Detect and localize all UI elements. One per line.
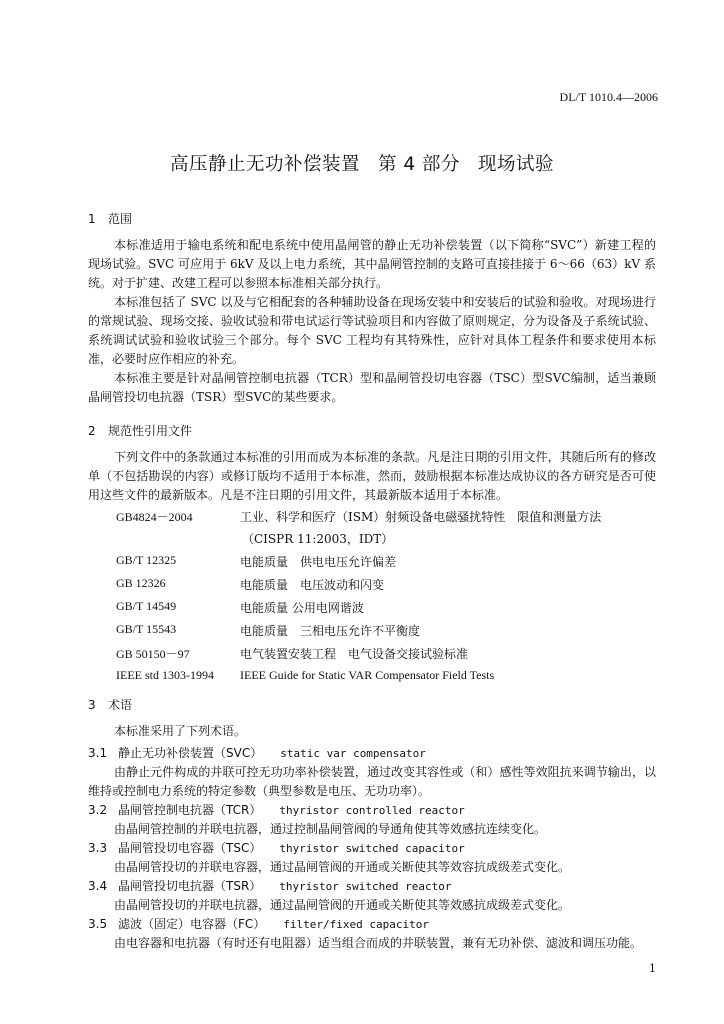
section-2-body (88, 448, 656, 505)
paragraph: 本标准适用于输电系统和配电系统中使用晶闸管的静止无功补偿装置（以下简称“SVC”）新建工程的现场试验。SVC 可应用于 6kV 及以上电力系统，其中晶闸管控制的支路可直接挂接于 6～66（63）kV 系统。对于扩建、改建工程可以参照本标准相关部分执行。 (88, 238, 656, 290)
section-1-heading: 1 范围 (88, 212, 133, 226)
standard-code: DL/T 1010.4—2006 (559, 90, 658, 104)
ref-code: GB/T 14549 (116, 599, 177, 613)
ref-title: IEEE Guide for Static VAR Compensator Field Tests (240, 668, 495, 682)
section-3-heading: 3 术语 (88, 698, 133, 712)
ref-code: GB4824－2004 (116, 510, 193, 524)
page-title (0, 150, 724, 176)
term-definition: 由电容器和电抗器（有时还有电阻器）适当组合而成的并联装置，兼有无功补偿、滤波和调压功能。 (114, 936, 643, 950)
ref-code: GB/T 12325 (116, 553, 177, 567)
term-definition: 由晶闸管投切的并联电抗器，通过晶闸管阀的开通或关断使其等效感抗成级差式变化。 (114, 898, 571, 912)
term-definition: 由静止元件构成的并联可控无功功率补偿装置，通过改变其容性或（和）感性等效阻抗来调节输出，以维持或控制电力系统的特定参数（典型参数是电压、无功功率）。 (88, 765, 656, 798)
term-heading: 3.4 晶闸管投切电抗器（TSR） thyristor switched reactor (88, 879, 452, 893)
page-number: 1 (649, 962, 656, 975)
ref-title: 电能质量 公用电网谐波 (240, 601, 364, 615)
paragraph: 下列文件中的条款通过本标准的引用而成为本标准的条款。凡是注日期的引用文件，其随后所有的修改单（不包括勘误的内容）或修订版均不适用于本标准，然而，鼓励根据本标准达成协议的各方研究是否可使用这些文件的最新版本。凡是不注日期的引用文件，其最新版本适用于本标准。 (88, 450, 656, 502)
ref-title: 电能质量 供电电压允许偏差 (240, 555, 397, 569)
term-heading: 3.5 滤波（固定）电容器（FC） filter/fixed capacitor (88, 917, 429, 931)
ref-code: GB 50150－97 (116, 647, 190, 661)
term-definition: 由晶闸管控制的并联电抗器，通过控制晶闸管阀的导通角使其等效感抗连续变化。 (114, 822, 547, 836)
ref-code: GB 12326 (116, 576, 166, 590)
term-heading: 3.1 静止无功补偿装置（SVC） static var compensator (88, 746, 426, 760)
section-3-intro: 本标准采用了下列术语。 (114, 724, 247, 738)
ref-title: 工业、科学和医疗（ISM）射频设备电磁骚扰特性 限值和测量方法 (240, 510, 602, 524)
ref-title-continued: （CISPR 11:2003，IDT） (242, 532, 394, 546)
term-heading: 3.2 晶闸管控制电抗器（TCR） thyristor controlled reactor (88, 803, 465, 817)
paragraph: 本标准主要是针对晶闸管控制电抗器（TCR）型和晶闸管投切电容器（TSC）型SVC编制，适当兼顾晶闸管投切电抗器（TSR）型SVC的某些要求。 (88, 371, 656, 404)
term-definition: 由晶闸管投切的并联电容器，通过晶闸管阀的开通或关断使其等效容抗成级差式变化。 (114, 860, 571, 874)
section-1-body (88, 236, 656, 407)
ref-title: 电气装置安装工程 电气设备交接试验标准 (240, 647, 469, 661)
ref-title: 电能质量 三相电压允许不平衡度 (240, 624, 421, 638)
ref-code: GB/T 15543 (116, 622, 177, 636)
title-main: 高压静止无功补偿装置 (169, 154, 360, 175)
title-name: 现场试验 (478, 154, 555, 175)
title-part: 第 4 部分 (377, 154, 461, 175)
paragraph: 本标准包括了 SVC 以及与它相配套的各种辅助设备在现场安装中和安装后的试验和验收。对现场进行的常规试验、现场交接、验收试验和带电试运行等试验项目和内容做了原则规定，分为设备及子系统试验、系统调试试验和验收试验三个部分。每个 SVC 工程均有其特殊性，应针对具体工程条件和要求使用本标准，必要时应作相应的补充。 (88, 295, 656, 366)
ref-code: IEEE std 1303-1994 (116, 668, 214, 682)
section-2-heading: 2 规范性引用文件 (88, 424, 193, 438)
ref-title: 电能质量 电压波动和闪变 (240, 578, 385, 592)
term-heading: 3.3 晶闸管投切电容器（TSC） thyristor switched capacitor (88, 841, 465, 855)
